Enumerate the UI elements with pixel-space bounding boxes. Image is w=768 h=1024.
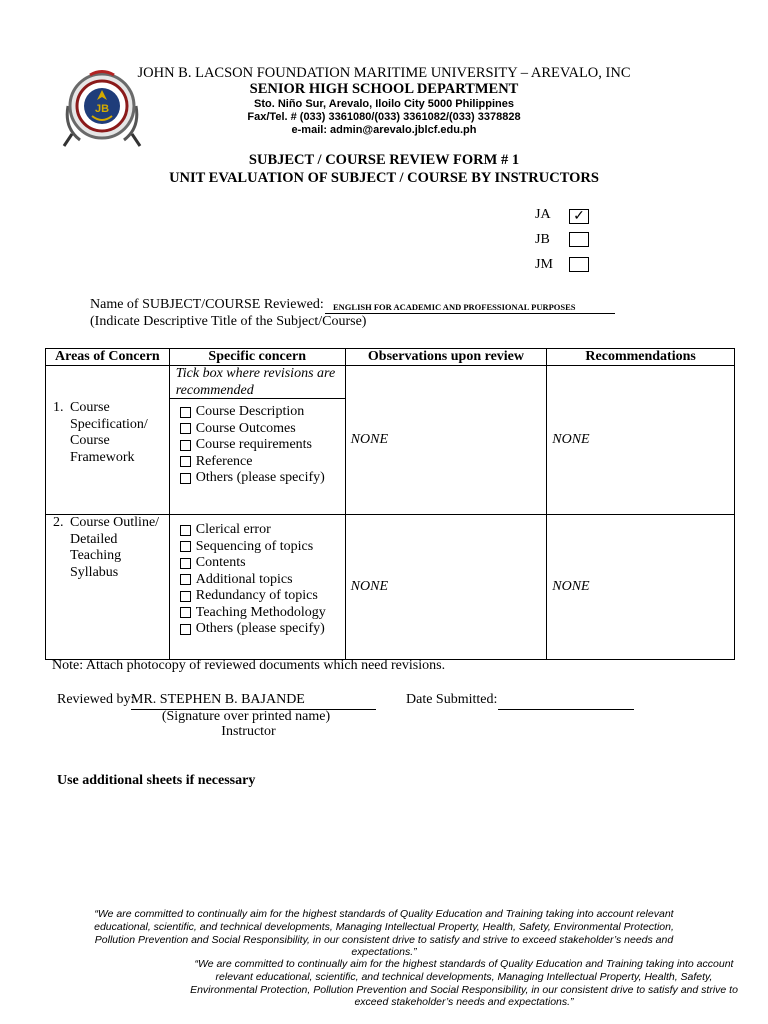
- reviewer-name-field[interactable]: MR. STEPHEN B. BAJANDE: [131, 692, 376, 710]
- checkbox[interactable]: [180, 607, 191, 618]
- area-cell: [46, 515, 170, 660]
- header-areas-of-concern: Areas of Concern: [46, 349, 170, 366]
- checkbox[interactable]: [180, 591, 191, 602]
- specific-concern-cell: [169, 366, 345, 515]
- campus-label-ja: JA: [535, 207, 551, 222]
- recommendation-cell[interactable]: NONE: [547, 366, 735, 515]
- observation-cell[interactable]: NONE: [345, 515, 547, 660]
- concern-label: Course Description: [195, 404, 305, 419]
- area-number: 1.: [53, 400, 64, 415]
- observation-cell[interactable]: NONE: [345, 366, 547, 515]
- fax-line: Fax/Tel. # (033) 3361080/(033) 3361082/(033) 3378828: [247, 111, 521, 123]
- concern-label: Contents: [195, 555, 246, 570]
- list-item[interactable]: [180, 588, 345, 605]
- list-item[interactable]: [180, 572, 345, 589]
- checkbox[interactable]: [180, 525, 191, 536]
- university-name: JOHN B. LACSON FOUNDATION MARITIME UNIVERSITY – AREVALO, INC: [137, 65, 631, 81]
- checkbox[interactable]: [180, 541, 191, 552]
- checkbox[interactable]: [180, 407, 191, 418]
- form-title: SUBJECT / COURSE REVIEW FORM # 1: [248, 152, 520, 168]
- checkbox[interactable]: [180, 473, 191, 484]
- checkbox[interactable]: [180, 574, 191, 585]
- list-item[interactable]: [180, 539, 345, 556]
- email-line: e-mail: admin@arevalo.jblcf.edu.ph: [291, 124, 477, 136]
- date-submitted-field[interactable]: [498, 692, 634, 710]
- concern-label: Course requirements: [195, 437, 312, 452]
- campus-checkbox-jb[interactable]: [569, 232, 589, 247]
- area-label: Course Outline/ Detailed Teaching Syllabus: [70, 515, 160, 580]
- address-line: Sto. Niño Sur, Arevalo, Iloilo City 5000 Philippines: [254, 98, 514, 110]
- subject-name-field[interactable]: ENGLISH FOR ACADEMIC AND PROFESSIONAL PURPOSES: [325, 296, 615, 314]
- tick-box-hint: Tick box where revisions are recommended: [170, 366, 345, 399]
- checkbox[interactable]: [180, 558, 191, 569]
- reviewer-role: Instructor: [221, 724, 276, 739]
- logo-lettering: JB: [94, 103, 110, 115]
- checkbox[interactable]: [180, 423, 191, 434]
- review-table: [45, 348, 735, 660]
- checkbox[interactable]: [180, 624, 191, 635]
- table-row: [46, 515, 735, 660]
- campus-label-jm: JM: [535, 257, 553, 272]
- list-item[interactable]: [180, 421, 345, 438]
- concern-label: Others (please specify): [195, 470, 325, 485]
- specific-concern-cell: [169, 515, 345, 660]
- header-specific-concern: Specific concern: [169, 349, 345, 366]
- concern-label: Redundancy of topics: [195, 588, 318, 603]
- subject-name-label: Name of SUBJECT/COURSE Reviewed:: [90, 297, 324, 312]
- form-subtitle: UNIT EVALUATION OF SUBJECT / COURSE BY INSTRUCTORS: [169, 170, 599, 186]
- concern-label: Clerical error: [195, 522, 271, 537]
- signature-hint: (Signature over printed name): [161, 709, 331, 724]
- list-item[interactable]: [180, 522, 345, 539]
- list-item[interactable]: [180, 621, 345, 638]
- list-item[interactable]: [180, 555, 345, 572]
- additional-sheets-note: Use additional sheets if necessary: [57, 773, 256, 788]
- recommendation-cell[interactable]: NONE: [547, 515, 735, 660]
- campus-checkbox-jm[interactable]: [569, 257, 589, 272]
- concern-label: Teaching Methodology: [195, 604, 326, 620]
- subject-name-hint: (Indicate Descriptive Title of the Subject/Course): [90, 314, 367, 329]
- checkbox[interactable]: [180, 440, 191, 451]
- quality-policy-quote: “We are committed to continually aim for the highest standards of Quality Education and Training taking into account relevant educational, scientific, and technical developments, Managing Intellectual Property, Health, Safety, Environmental Protection, Pollution Prevention and Social Responsibility, in our consistent drive to satisfy and strive to exceed stakeholder’s needs and expectations.”: [94, 908, 674, 959]
- campus-checkbox-ja[interactable]: ✓: [569, 209, 589, 224]
- area-cell: [46, 366, 170, 515]
- list-item[interactable]: [180, 470, 345, 487]
- table-row: [46, 366, 735, 515]
- concern-list: [170, 399, 345, 487]
- list-item[interactable]: [180, 404, 345, 421]
- campus-label-jb: JB: [535, 232, 550, 247]
- table-header-row: [46, 349, 735, 366]
- header-observations: Observations upon review: [345, 349, 547, 366]
- reviewed-by-label: Reviewed by:: [57, 692, 135, 707]
- list-item[interactable]: [180, 454, 345, 471]
- header-recommendations: Recommendations: [547, 349, 735, 366]
- concern-list: [170, 515, 345, 638]
- attachment-note: Note: Attach photocopy of reviewed documents which need revisions.: [52, 658, 446, 673]
- date-submitted-label: Date Submitted:: [406, 692, 498, 707]
- concern-label: Sequencing of topics: [195, 538, 314, 554]
- area-number: 2.: [53, 515, 64, 530]
- department-name: SENIOR HIGH SCHOOL DEPARTMENT: [249, 81, 519, 97]
- quality-policy-quote-duplicate: “We are committed to continually aim for the highest standards of Quality Education and Training taking into account relevant educational, scientific, and technical developments, Managing Intellectual Property, Health, Safety, Environmental Protection, Pollution Prevention and Social Responsibility, in our consistent drive to satisfy and strive to exceed stakeholder’s needs and expectations.”: [190, 958, 738, 1009]
- list-item[interactable]: [180, 605, 345, 622]
- concern-label: Others (please specify): [195, 621, 325, 636]
- concern-label: Additional topics: [195, 571, 293, 587]
- checkbox[interactable]: [180, 456, 191, 467]
- concern-label: Course Outcomes: [195, 420, 296, 436]
- area-label: Course Specification/ Course Framework: [70, 400, 148, 465]
- concern-label: Reference: [195, 453, 253, 469]
- list-item[interactable]: [180, 437, 345, 454]
